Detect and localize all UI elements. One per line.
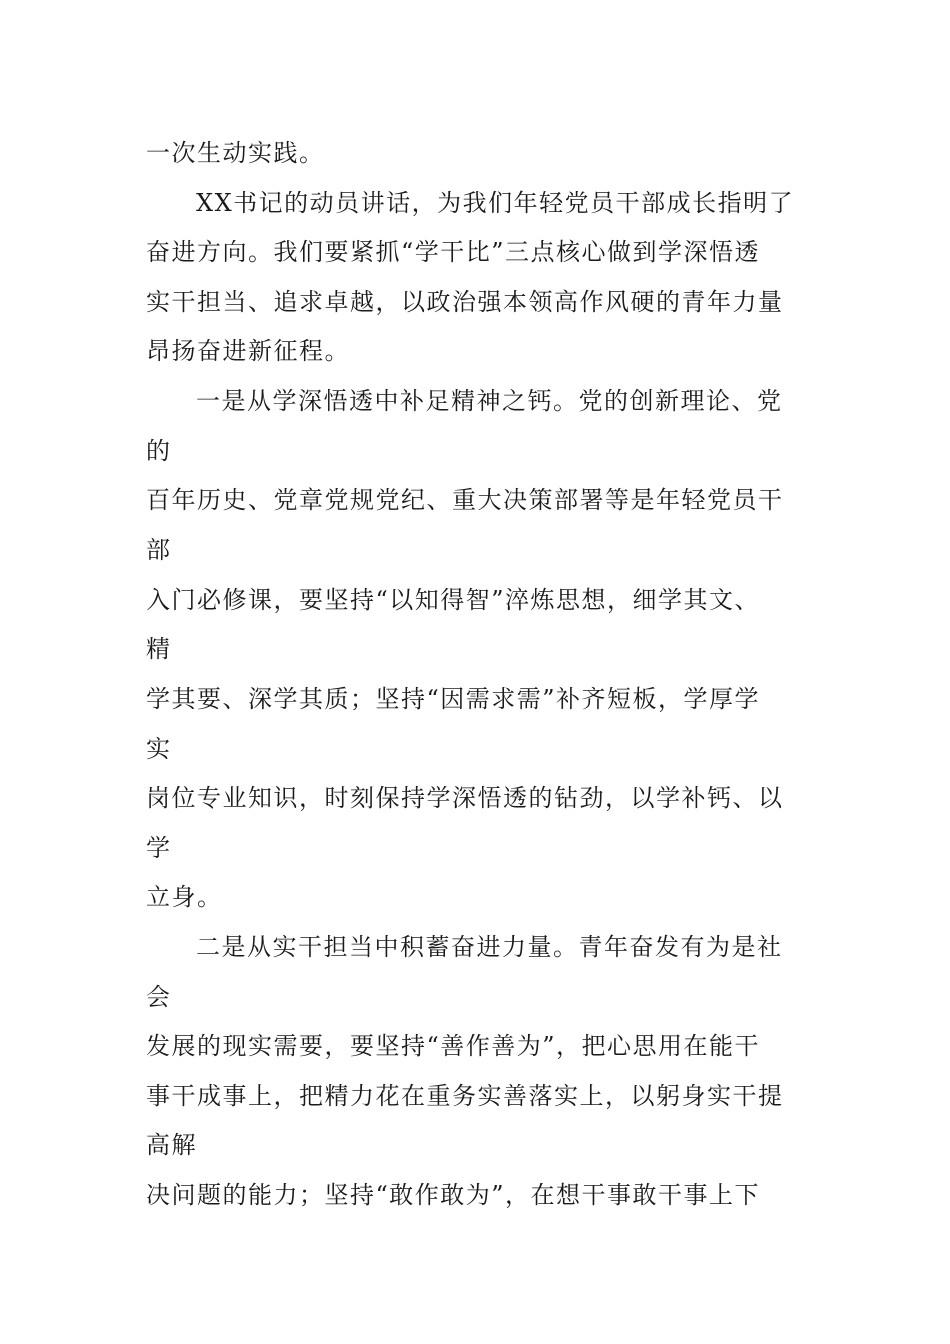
text-line: 奋进方向。我们要紧抓“学干比”三点核心做到学深悟透	[146, 238, 761, 266]
text-line: 入门必修课，要坚持“以知得智”淬炼思想，细学其文、	[146, 586, 761, 614]
text-line: 二是从实干担当中积蓄奋进力量。青年奋发有为是社	[196, 933, 783, 961]
text-line: XX书记的动员讲话，为我们年轻党员干部成长指明了	[196, 189, 795, 217]
text-line: 实	[146, 735, 172, 763]
text-line: 百年历史、党章党规党纪、重大决策部署等是年轻党员干	[146, 486, 784, 514]
text-line: 一是从学深悟透中补足精神之钙。党的创新理论、党	[196, 387, 783, 415]
text-line: 昂扬奋进新征程。	[146, 337, 350, 365]
text-line: 学	[146, 834, 172, 862]
text-line: 实干担当、追求卓越，以政治强本领高作风硬的青年力量	[146, 288, 784, 316]
text-line: 发展的现实需要，要坚持“善作善为”，把心思用在能干	[146, 1032, 761, 1060]
text-line: 一次生动实践。	[146, 139, 325, 167]
text-line: 精	[146, 635, 172, 663]
text-line: 高解	[146, 1131, 197, 1159]
text-line: 部	[146, 536, 172, 564]
text-line: 岗位专业知识，时刻保持学深悟透的钻劲，以学补钙、以	[146, 784, 784, 812]
text-line: 决问题的能力；坚持“敢作敢为”，在想干事敢干事上下	[146, 1181, 761, 1209]
text-line: 事干成事上，把精力花在重务实善落实上，以躬身实干提	[146, 1082, 784, 1110]
text-line: 立身。	[146, 883, 223, 911]
text-line: 会	[146, 983, 172, 1011]
text-line: 学其要、深学其质；坚持“因需求需”补齐短板，学厚学	[146, 685, 761, 713]
text-line: 的	[146, 437, 172, 465]
